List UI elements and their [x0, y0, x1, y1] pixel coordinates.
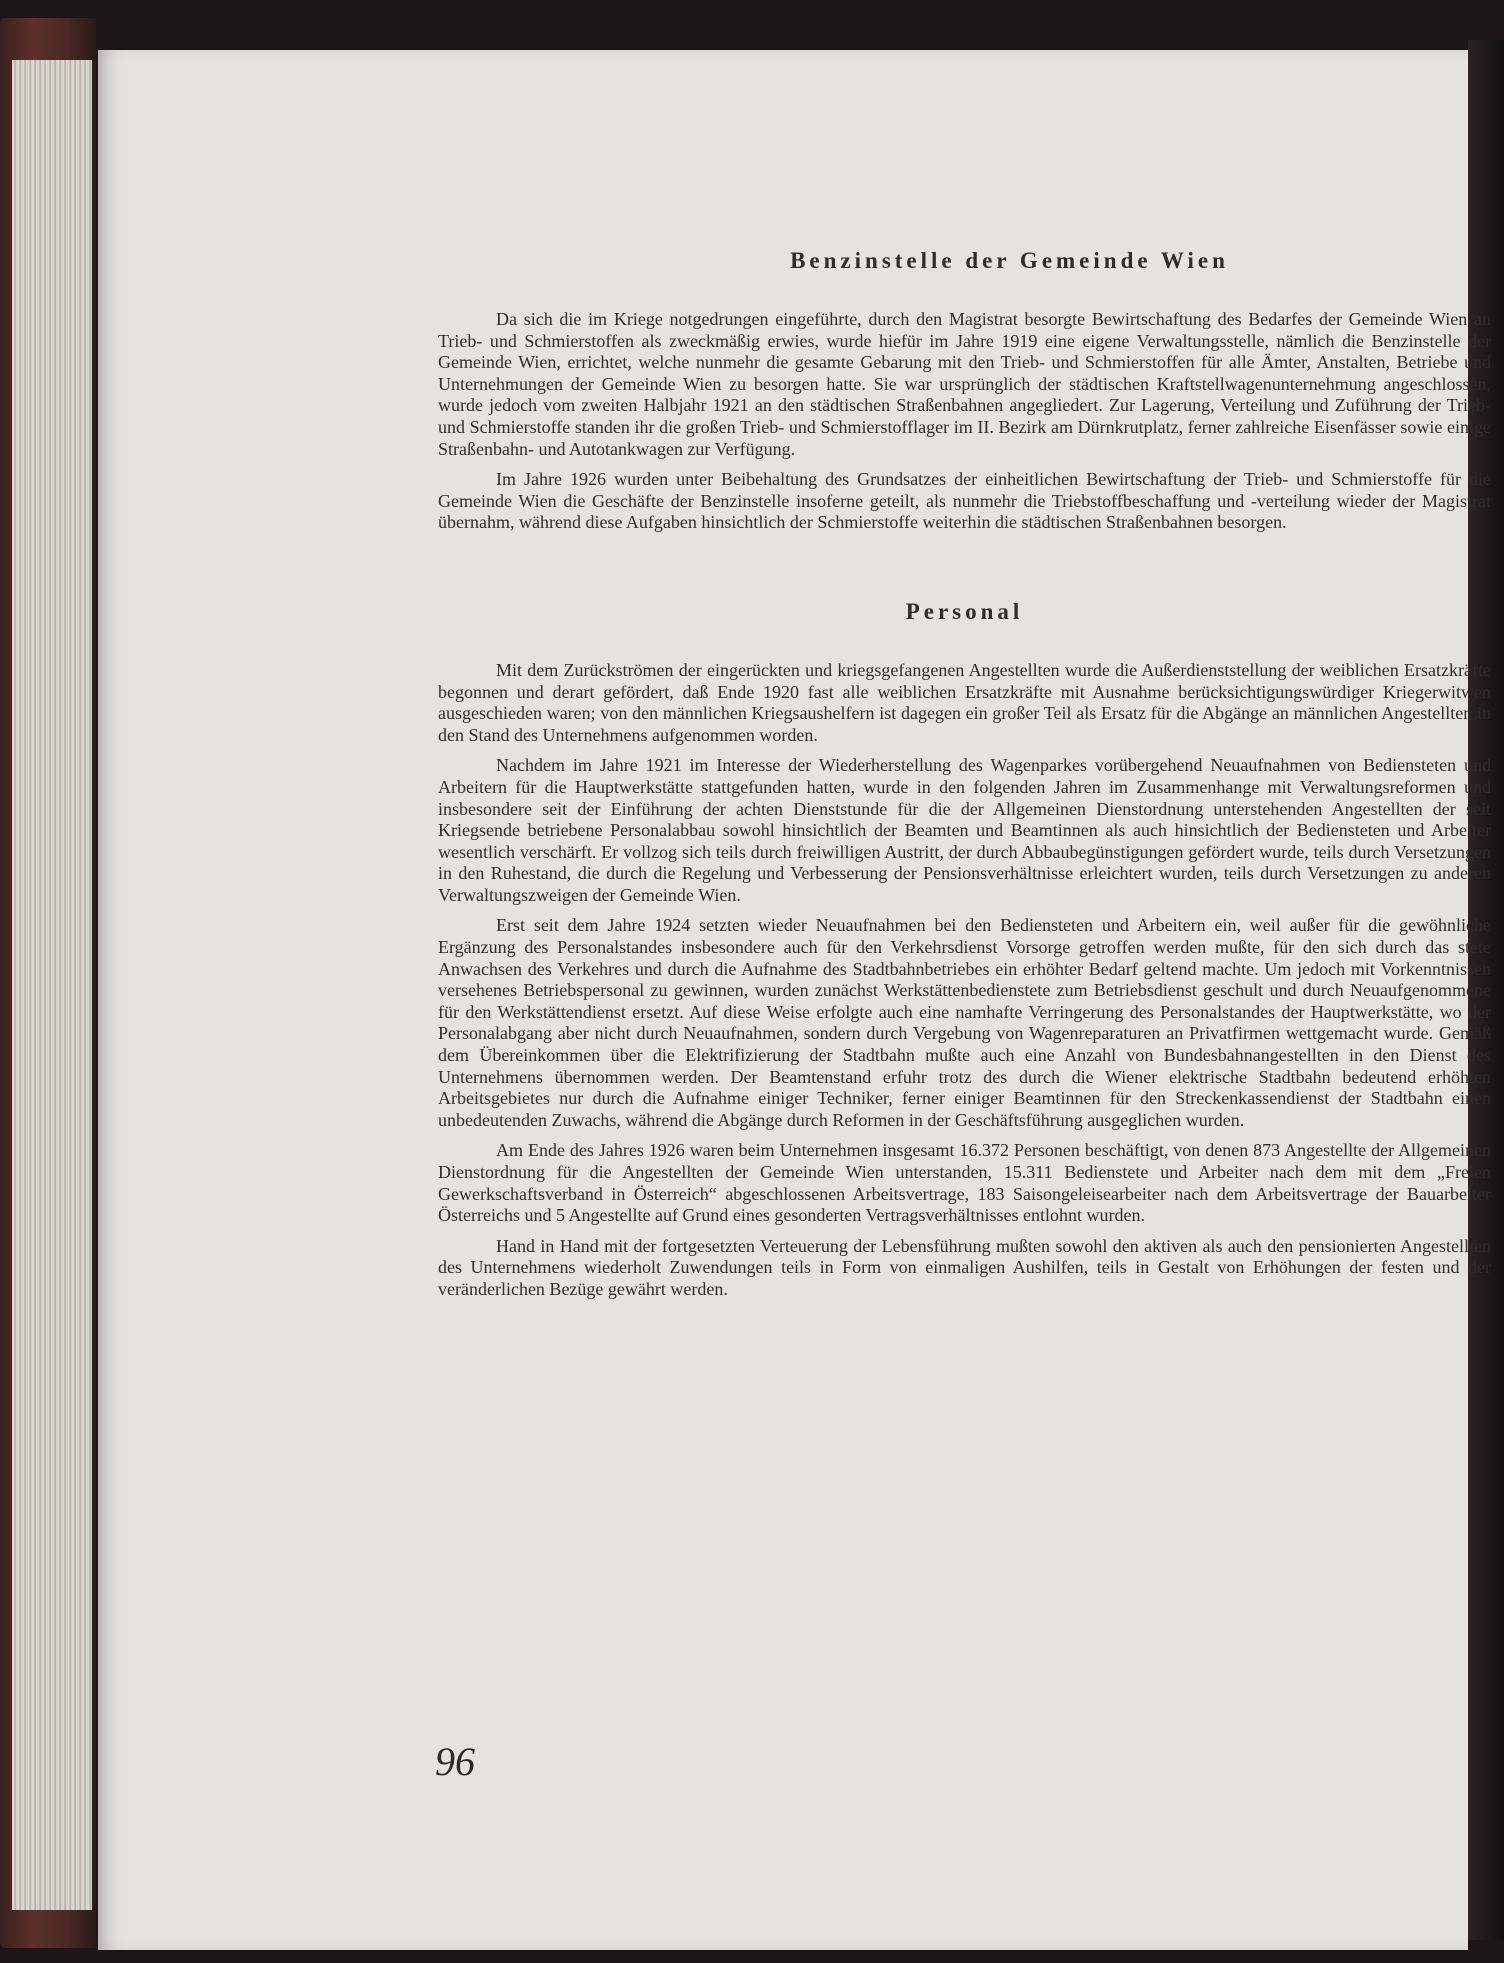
paragraph: Im Jahre 1926 wurden unter Beibehaltung des Grundsatzes der einheitlichen Bewirtschaftung der Trieb- und Schmierstoffe für die Gemeinde Wien die Geschäfte der Benzinstelle insoferne geteilt, als nunmehr die Triebstoffbeschaffung und -verteilung wieder der Magistrat übernahm, während diese Aufgaben hinsichtlich der Schmierstoffe weiterhin die städtischen Straßenbahnen besorgen. — [438, 469, 1491, 533]
page-text — [438, 245, 1491, 1310]
paragraph: Da sich die im Kriege notgedrungen eingeführte, durch den Magistrat besorgte Bewirtschaftung des Bedarfes der Gemeinde Wien an Trieb- und Schmierstoffen als zweckmäßig erwies, wurde hiefür im Jahre 1919 eine eigene Verwaltungsstelle, nämlich die Benzinstelle der Gemeinde Wien, errichtet, welche nunmehr die gesamte Gebarung mit den Trieb- und Schmierstoffen für alle Ämter, Anstalten, Betriebe und Unternehmungen der Gemeinde Wien zu besorgen hatte. Sie war ursprünglich der städtischen Kraftstellwagenunternehmung angeschlossen, wurde jedoch vom zweiten Halbjahr 1921 an den städtischen Straßenbahnen angegliedert. Zur Lagerung, Verteilung und Zuführung der Trieb- und Schmierstoffe standen ihr die großen Trieb- und Schmierstofflager im II. Bezirk am Dürnkrutplatz, ferner zahlreiche Eisenfässer sowie einige Straßenbahn- und Autotankwagen zur Verfügung. — [438, 309, 1491, 459]
paragraph: Mit dem Zurückströmen der eingerückten und kriegsgefangenen Angestellten wurde die Außerdienststellung der weiblichen Ersatzkräfte begonnen und derart gefördert, daß Ende 1920 fast alle weiblichen Ersatzkräfte mit Ausnahme berücksichtigungswürdiger Kriegerwitwen ausgeschieden waren; von den männlichen Kriegsaushelfern ist dagegen ein großer Teil als Ersatz für die Abgänge an männlichen Angestellten in den Stand des Unternehmens aufgenommen worden. — [438, 659, 1491, 745]
section-body-benzinstelle — [438, 309, 1491, 534]
section-body-personal — [438, 660, 1491, 1301]
book-page — [98, 50, 1491, 1950]
paragraph: Am Ende des Jahres 1926 waren beim Unternehmen insgesamt 16.372 Personen beschäftigt, von denen 873 Angestellte der Allgemeinen Dienstordnung für die Angestellten der Gemeinde Wien unterstanden, 15.311 Bedienstete und Arbeiter nach dem mit dem „Freien Gewerkschaftsverband in Österreich“ abgeschlossenen Arbeitsvertrage, 183 Saisongeleisearbeiter nach dem Arbeitsvertrage der Bauarbeiter Österreichs und 5 Angestellte auf Grund eines gesonderten Vertragsverhältnisses entlohnt wurden. — [438, 1140, 1491, 1226]
paragraph: Erst seit dem Jahre 1924 setzten wieder Neuaufnahmen bei den Bediensteten und Arbeitern ein, weil außer für die gewöhnliche Ergänzung des Personalstandes insbesondere auch für den Verkehrsdienst Vorsorge getroffen werden mußte, für den sich durch das stete Anwachsen des Verkehres und durch die Aufnahme des Stadtbahnbetriebes ein erhöhter Bedarf geltend machte. Um jedoch mit Vorkenntnissen versehenes Betriebspersonal zu gewinnen, wurden zunächst Werkstättenbedienstete zum Betriebsdienst geschult und durch Neuaufgenommene für den Werkstättendienst ersetzt. Auf diese Weise erfolgte auch eine namhafte Verringerung des Personalstandes der Hauptwerkstätte, wo der Personalabgang aber nicht durch Neuaufnahmen, sondern durch Vergebung von Wagenreparaturen an Privatfirmen wettgemacht wurde. Gemäß dem Übereinkommen über die Elektrifizierung der Stadtbahn mußte auch eine Anzahl von Bundesbahnangestellten in den Dienst des Unternehmens übernommen werden. Der Beamtenstand erfuhr trotz des durch die Wiener elektrische Stadtbahn bedeutend erhöhten Arbeitsgebietes nur durch die Aufnahme einiger Techniker, ferner einiger Beamtinnen für den Streckenkassendienst der Stadtbahn einen unbedeutenden Zuwachs, während die Abgänge durch Reformen in der Geschäftsführung ausgeglichen wurden. — [438, 915, 1491, 1130]
section-heading-benzinstelle: Benzinstelle der Gemeinde Wien — [790, 248, 1229, 273]
section-heading-personal: Personal — [905, 598, 1024, 624]
page-edges — [12, 60, 92, 1910]
paragraph: Hand in Hand mit der fortgesetzten Verteuerung der Lebensführung mußten sowohl den aktiven als auch den pensionierten Angestellten des Unternehmens wiederholt Zuwendungen teils in Form von einmaligen Aushilfen, teils in Gestalt von Erhöhungen der festen und der veränderlichen Bezüge gewährt werden. — [438, 1235, 1491, 1299]
page-number: 96 — [435, 1739, 475, 1784]
paragraph: Nachdem im Jahre 1921 im Interesse der Wiederherstellung des Wagenparkes vorübergehend Neuaufnahmen von Bediensteten und Arbeitern für die Hauptwerkstätte stattgefunden hatten, wurde in den folgenden Jahren im Zusammenhange mit Verwaltungsreformen und insbesondere seit der Einführung der achten Dienststunde für die der Allgemeinen Dienstordnung unterstehenden Angestellten der seit Kriegsende betriebene Personalabbau sowohl hinsichtlich der Beamten und Beamtinnen als auch hinsichtlich der Bediensteten und Arbeiter wesentlich verschärft. Er vollzog sich teils durch freiwilligen Austritt, der durch Abbaubegünstigungen gefördert wurde, teils durch Versetzungen in den Ruhestand, die durch die Regelung und Verbesserung der Pensionsverhältnisse erleichtert wurden, teils durch Versetzungen zu anderen Verwaltungszweigen der Gemeinde Wien. — [438, 755, 1491, 905]
